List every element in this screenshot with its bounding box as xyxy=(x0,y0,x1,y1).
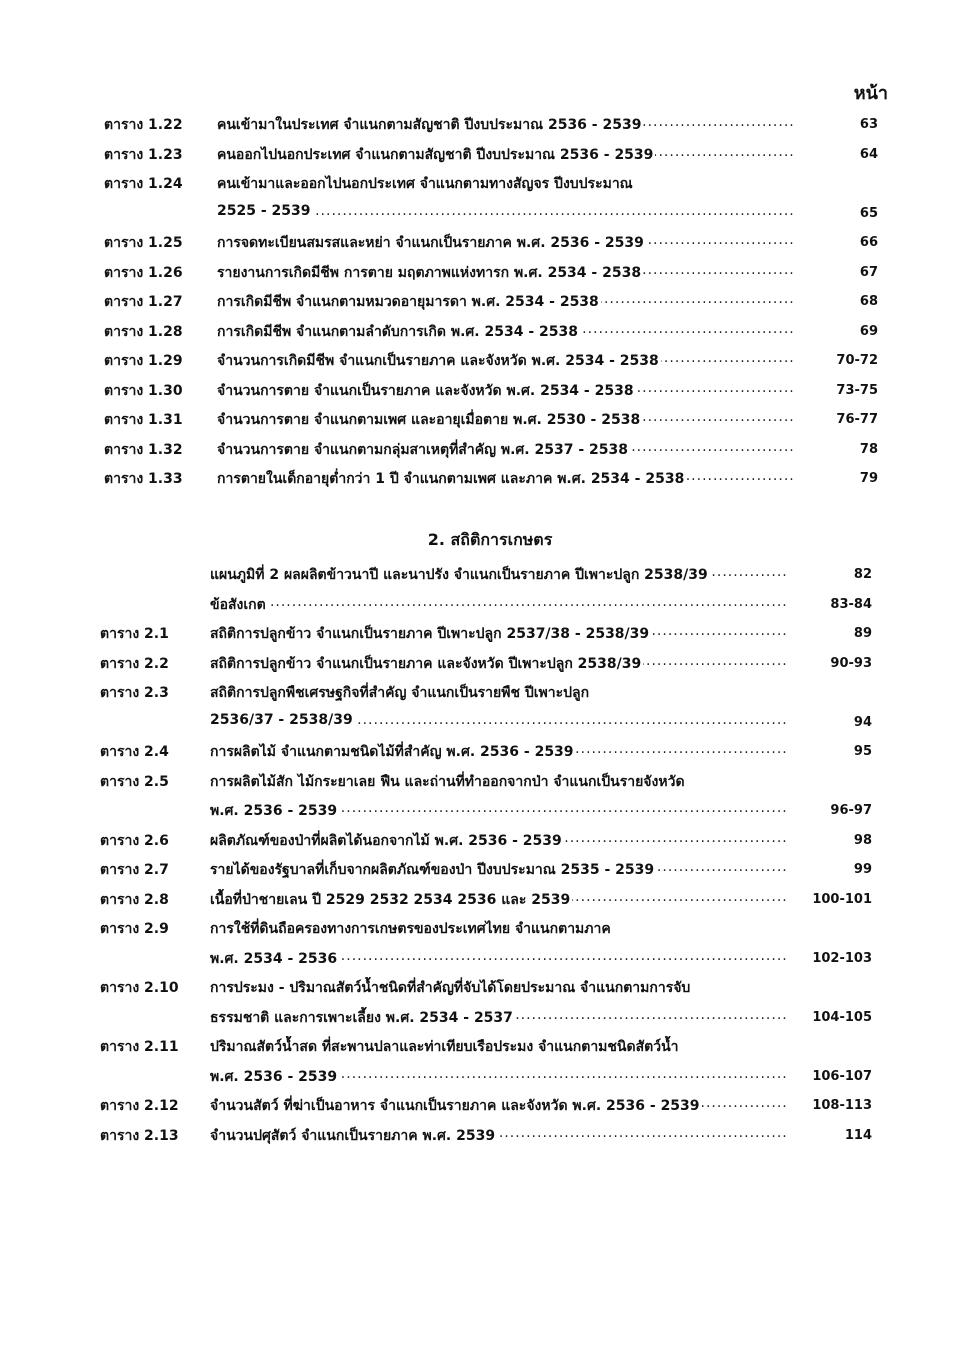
toc-entry xyxy=(0,706,966,736)
entry-title-text: การเกิดมีชีพ จำแนกตามลำดับการเกิด พ.ศ. 2534 - 2538 xyxy=(217,323,578,340)
page-number: 99 xyxy=(853,862,872,877)
toc-entry xyxy=(0,138,966,168)
toc-entry xyxy=(0,617,966,647)
table-number: ตาราง 1.23 xyxy=(104,146,183,163)
page-number: 96-97 xyxy=(830,803,872,818)
entry-title xyxy=(210,741,576,763)
entry-title xyxy=(217,144,655,166)
entry-title-text: สถิติการปลูกข้าว จำแนกเป็นรายภาค ปีเพาะปลูก 2537/38 - 2538/39 xyxy=(210,626,650,642)
entry-title xyxy=(210,1007,515,1029)
toc-entry xyxy=(0,256,966,286)
entry-title-text: การผลิตไม้สัก ไม้กระยาเลย ฟืน และถ่านที่ทำออกจากป่า จำแนกเป็นรายจังหวัด xyxy=(210,773,685,790)
entry-title-text: จำนวนการตาย จำแนกตามกลุ่มสาเหตุที่สำคัญ พ.ศ. 2537 - 2538 xyxy=(217,441,628,458)
table-number: ตาราง 2.13 xyxy=(100,1127,179,1144)
table-number: ตาราง 2.5 xyxy=(100,773,169,790)
toc-entry xyxy=(0,853,966,883)
table-number: ตาราง 2.10 xyxy=(100,980,179,996)
entry-title xyxy=(210,859,656,881)
entry-title-text: แผนภูมิที่ 2 ผลผลิตข้าวนาปี และนาปรัง จำแนกเป็นรายภาค ปีเพาะปลูก 2538/39 xyxy=(210,567,708,583)
page-number: 64 xyxy=(859,146,878,162)
table-number: ตาราง 1.25 xyxy=(104,235,183,251)
toc-entry xyxy=(0,765,966,795)
entry-title-text: จำนวนปศุสัตว์ จำแนกเป็นรายภาค พ.ศ. 2539 xyxy=(210,1127,496,1144)
page-number: 76-77 xyxy=(836,412,878,427)
toc-entry xyxy=(0,433,966,463)
entry-title-text: รายได้ของรัฐบาลที่เก็บจากผลิตภัณฑ์ของป่า ปีงบประมาณ 2535 - 2539 xyxy=(210,862,655,878)
table-number: ตาราง 2.11 xyxy=(100,1039,179,1055)
entry-title-text: พ.ศ. 2534 - 2536 xyxy=(210,950,338,967)
toc-entry xyxy=(0,1089,966,1119)
entry-title xyxy=(210,594,268,616)
page-number: 66 xyxy=(859,235,878,250)
table-number: ตาราง 2.4 xyxy=(100,744,169,760)
page-number: 98 xyxy=(853,832,872,848)
entry-title xyxy=(217,291,601,313)
entry-title xyxy=(210,771,687,793)
toc-entry xyxy=(0,344,966,374)
page-number: 68 xyxy=(859,294,878,309)
entry-title-text: ธรรมชาติ และการเพาะเลี้ยง พ.ศ. 2534 - 2537 xyxy=(210,1009,513,1026)
entry-title xyxy=(210,1095,702,1117)
page-number: 94 xyxy=(853,714,872,730)
table-number: ตาราง 2.6 xyxy=(100,832,169,849)
entry-title xyxy=(210,800,339,822)
entry-title-text: 2525 - 2539 xyxy=(217,202,311,219)
entry-title xyxy=(210,830,564,852)
toc-entry xyxy=(0,1030,966,1060)
toc-entry xyxy=(0,108,966,138)
toc-entry xyxy=(0,197,966,227)
entry-title xyxy=(217,439,630,461)
toc-entry xyxy=(0,558,966,588)
table-number: ตาราง 2.7 xyxy=(100,862,169,878)
page-number: 106-107 xyxy=(812,1068,872,1084)
entry-title-text: คนเข้ามาในประเทศ จำแนกตามสัญชาติ ปีงบประมาณ 2536 - 2539 xyxy=(217,117,642,133)
table-number: ตาราง 2.12 xyxy=(100,1098,179,1114)
entry-title xyxy=(210,564,710,586)
toc-entry xyxy=(0,285,966,315)
page-number: 70-72 xyxy=(836,353,878,368)
entry-title xyxy=(210,1066,339,1088)
page-number: 100-101 xyxy=(812,891,872,907)
entry-title xyxy=(217,468,686,490)
entry-title-text: พ.ศ. 2536 - 2539 xyxy=(210,803,338,819)
entry-title xyxy=(210,889,572,911)
entry-title-text: จำนวนการตาย จำแนกเป็นรายภาค และจังหวัด พ.ศ. 2534 - 2538 xyxy=(217,382,634,399)
entry-title-text: การใช้ที่ดินถือครองทางการเกษตรของประเทศไทย จำแนกตามภาค xyxy=(210,921,611,937)
entry-title-text: การเกิดมีชีพ จำแนกตามหมวดอายุมารดา พ.ศ. 2534 - 2538 xyxy=(217,294,599,310)
toc-entry xyxy=(0,315,966,345)
entry-title xyxy=(210,1125,497,1147)
entry-title-text: การตายในเด็กอายุต่ำกว่า 1 ปี จำแนกตามเพศ และภาค พ.ศ. 2534 - 2538 xyxy=(217,471,685,487)
entry-title-text: การประมง - ปริมาณสัตว์น้ำชนิดที่สำคัญที่จับได้โดยประมาณ จำแนกตามการจับ xyxy=(210,980,691,996)
entry-title-text: การผลิตไม้ จำแนกตามชนิดไม้ที่สำคัญ พ.ศ. 2536 - 2539 xyxy=(210,744,574,760)
toc-entry xyxy=(0,462,966,492)
entry-title xyxy=(217,409,642,431)
page-column-header: หน้า xyxy=(853,83,888,104)
table-number: ตาราง 1.30 xyxy=(104,382,183,399)
toc-entry xyxy=(0,1060,966,1090)
toc-entry xyxy=(0,912,966,942)
page-number: 78 xyxy=(859,441,878,457)
table-number: ตาราง 2.2 xyxy=(100,655,169,672)
page-number: 83-84 xyxy=(830,596,872,612)
page-number: 89 xyxy=(853,626,872,641)
table-number: ตาราง 2.1 xyxy=(100,626,169,642)
table-number: ตาราง 1.22 xyxy=(104,117,183,133)
toc-section-1 xyxy=(0,108,966,492)
entry-title xyxy=(210,1036,681,1058)
table-number: ตาราง 1.28 xyxy=(104,323,183,340)
entry-title xyxy=(210,977,692,999)
toc-entry xyxy=(0,1119,966,1149)
entry-title-text: ผลิตภัณฑ์ของป่าที่ผลิตได้นอกจากไม้ พ.ศ. 2536 - 2539 xyxy=(210,832,562,849)
entry-title xyxy=(217,380,636,402)
entry-title xyxy=(217,350,661,372)
entry-title-text: คนเข้ามาและออกไปนอกประเทศ จำแนกตามทางสัญจร ปีงบประมาณ xyxy=(217,176,633,192)
table-number: ตาราง 1.31 xyxy=(104,412,183,428)
page-number: 65 xyxy=(859,205,878,221)
section-heading: 2. สถิติการเกษตร xyxy=(427,530,553,549)
entry-title-text: ข้อสังเกต xyxy=(210,596,266,613)
entry-title xyxy=(210,918,613,940)
entry-title-text: รายงานการเกิดมีชีพ การตาย มฤตภาพแห่งทารก พ.ศ. 2534 - 2538 xyxy=(217,264,642,281)
dot-leader xyxy=(210,594,788,610)
toc-entry xyxy=(0,794,966,824)
toc-entry xyxy=(0,403,966,433)
table-number: ตาราง 1.32 xyxy=(104,441,183,458)
toc-entry xyxy=(0,824,966,854)
entry-title-text: พ.ศ. 2536 - 2539 xyxy=(210,1068,338,1085)
entry-title-text: จำนวนการเกิดมีชีพ จำแนกเป็นรายภาค และจังหวัด พ.ศ. 2534 - 2538 xyxy=(217,353,659,369)
table-number: ตาราง 1.33 xyxy=(104,471,183,487)
entry-title xyxy=(217,114,643,136)
page-number: 90-93 xyxy=(830,655,872,671)
page-number: 67 xyxy=(859,264,878,280)
page-number: 95 xyxy=(853,744,872,759)
entry-title-text: คนออกไปนอกประเทศ จำแนกตามสัญชาติ ปีงบประมาณ 2536 - 2539 xyxy=(217,146,654,163)
table-number: ตาราง 2.8 xyxy=(100,891,169,908)
toc-entry xyxy=(0,971,966,1001)
entry-title-text: จำนวนสัตว์ ที่ฆ่าเป็นอาหาร จำแนกเป็นรายภาค และจังหวัด พ.ศ. 2536 - 2539 xyxy=(210,1098,700,1114)
table-number: ตาราง 1.29 xyxy=(104,353,183,369)
entry-title xyxy=(217,262,643,284)
toc-section-2 xyxy=(0,558,966,1148)
entry-title xyxy=(210,653,643,675)
page-number: 79 xyxy=(859,471,878,486)
toc-entry xyxy=(0,374,966,404)
table-number: ตาราง 2.9 xyxy=(100,921,169,937)
entry-title xyxy=(210,712,355,728)
table-number: ตาราง 2.3 xyxy=(100,685,169,701)
toc-entry xyxy=(0,588,966,618)
entry-title xyxy=(210,948,339,970)
toc-entry xyxy=(0,226,966,256)
table-number: ตาราง 1.27 xyxy=(104,294,183,310)
toc-entry xyxy=(0,1001,966,1031)
entry-title-text: เนื้อที่ป่าชายเลน ปี 2529 2532 2534 2536 และ 2539 xyxy=(210,891,571,908)
entry-title-text: การจดทะเบียนสมรสและหย่า จำแนกเป็นรายภาค พ.ศ. 2536 - 2539 xyxy=(217,235,644,251)
page-number: 102-103 xyxy=(812,950,872,966)
toc-entry xyxy=(0,735,966,765)
toc-entry xyxy=(0,676,966,706)
page-number: 69 xyxy=(859,323,878,339)
entry-title xyxy=(210,682,591,704)
entry-title xyxy=(217,173,635,195)
toc-entry xyxy=(0,167,966,197)
entry-title-text: สถิติการปลูกข้าว จำแนกเป็นรายภาค และจังหวัด ปีเพาะปลูก 2538/39 xyxy=(210,655,642,672)
toc-entry xyxy=(0,883,966,913)
table-number: ตาราง 1.26 xyxy=(104,264,183,281)
page-number: 114 xyxy=(844,1127,872,1143)
page-number: 104-105 xyxy=(812,1009,872,1025)
table-number: ตาราง 1.24 xyxy=(104,176,183,192)
toc-entry xyxy=(0,647,966,677)
page-number: 63 xyxy=(859,117,878,132)
entry-title xyxy=(217,321,580,343)
page-number: 82 xyxy=(853,567,872,582)
entry-title xyxy=(210,623,651,645)
entry-title xyxy=(217,203,313,219)
page-number: 108-113 xyxy=(812,1098,872,1113)
toc-entry xyxy=(0,942,966,972)
entry-title-text: 2536/37 - 2538/39 xyxy=(210,711,353,728)
page-number: 73-75 xyxy=(836,382,878,398)
entry-title-text: สถิติการปลูกพืชเศรษฐกิจที่สำคัญ จำแนกเป็นรายพืช ปีเพาะปลูก xyxy=(210,685,590,701)
entry-title xyxy=(217,232,646,254)
entry-title-text: ปริมาณสัตว์น้ำสด ที่สะพานปลาและท่าเทียบเรือประมง จำแนกตามชนิดสัตว์น้ำ xyxy=(210,1039,679,1055)
entry-title-text: จำนวนการตาย จำแนกตามเพศ และอายุเมื่อตาย พ.ศ. 2530 - 2538 xyxy=(217,412,641,428)
